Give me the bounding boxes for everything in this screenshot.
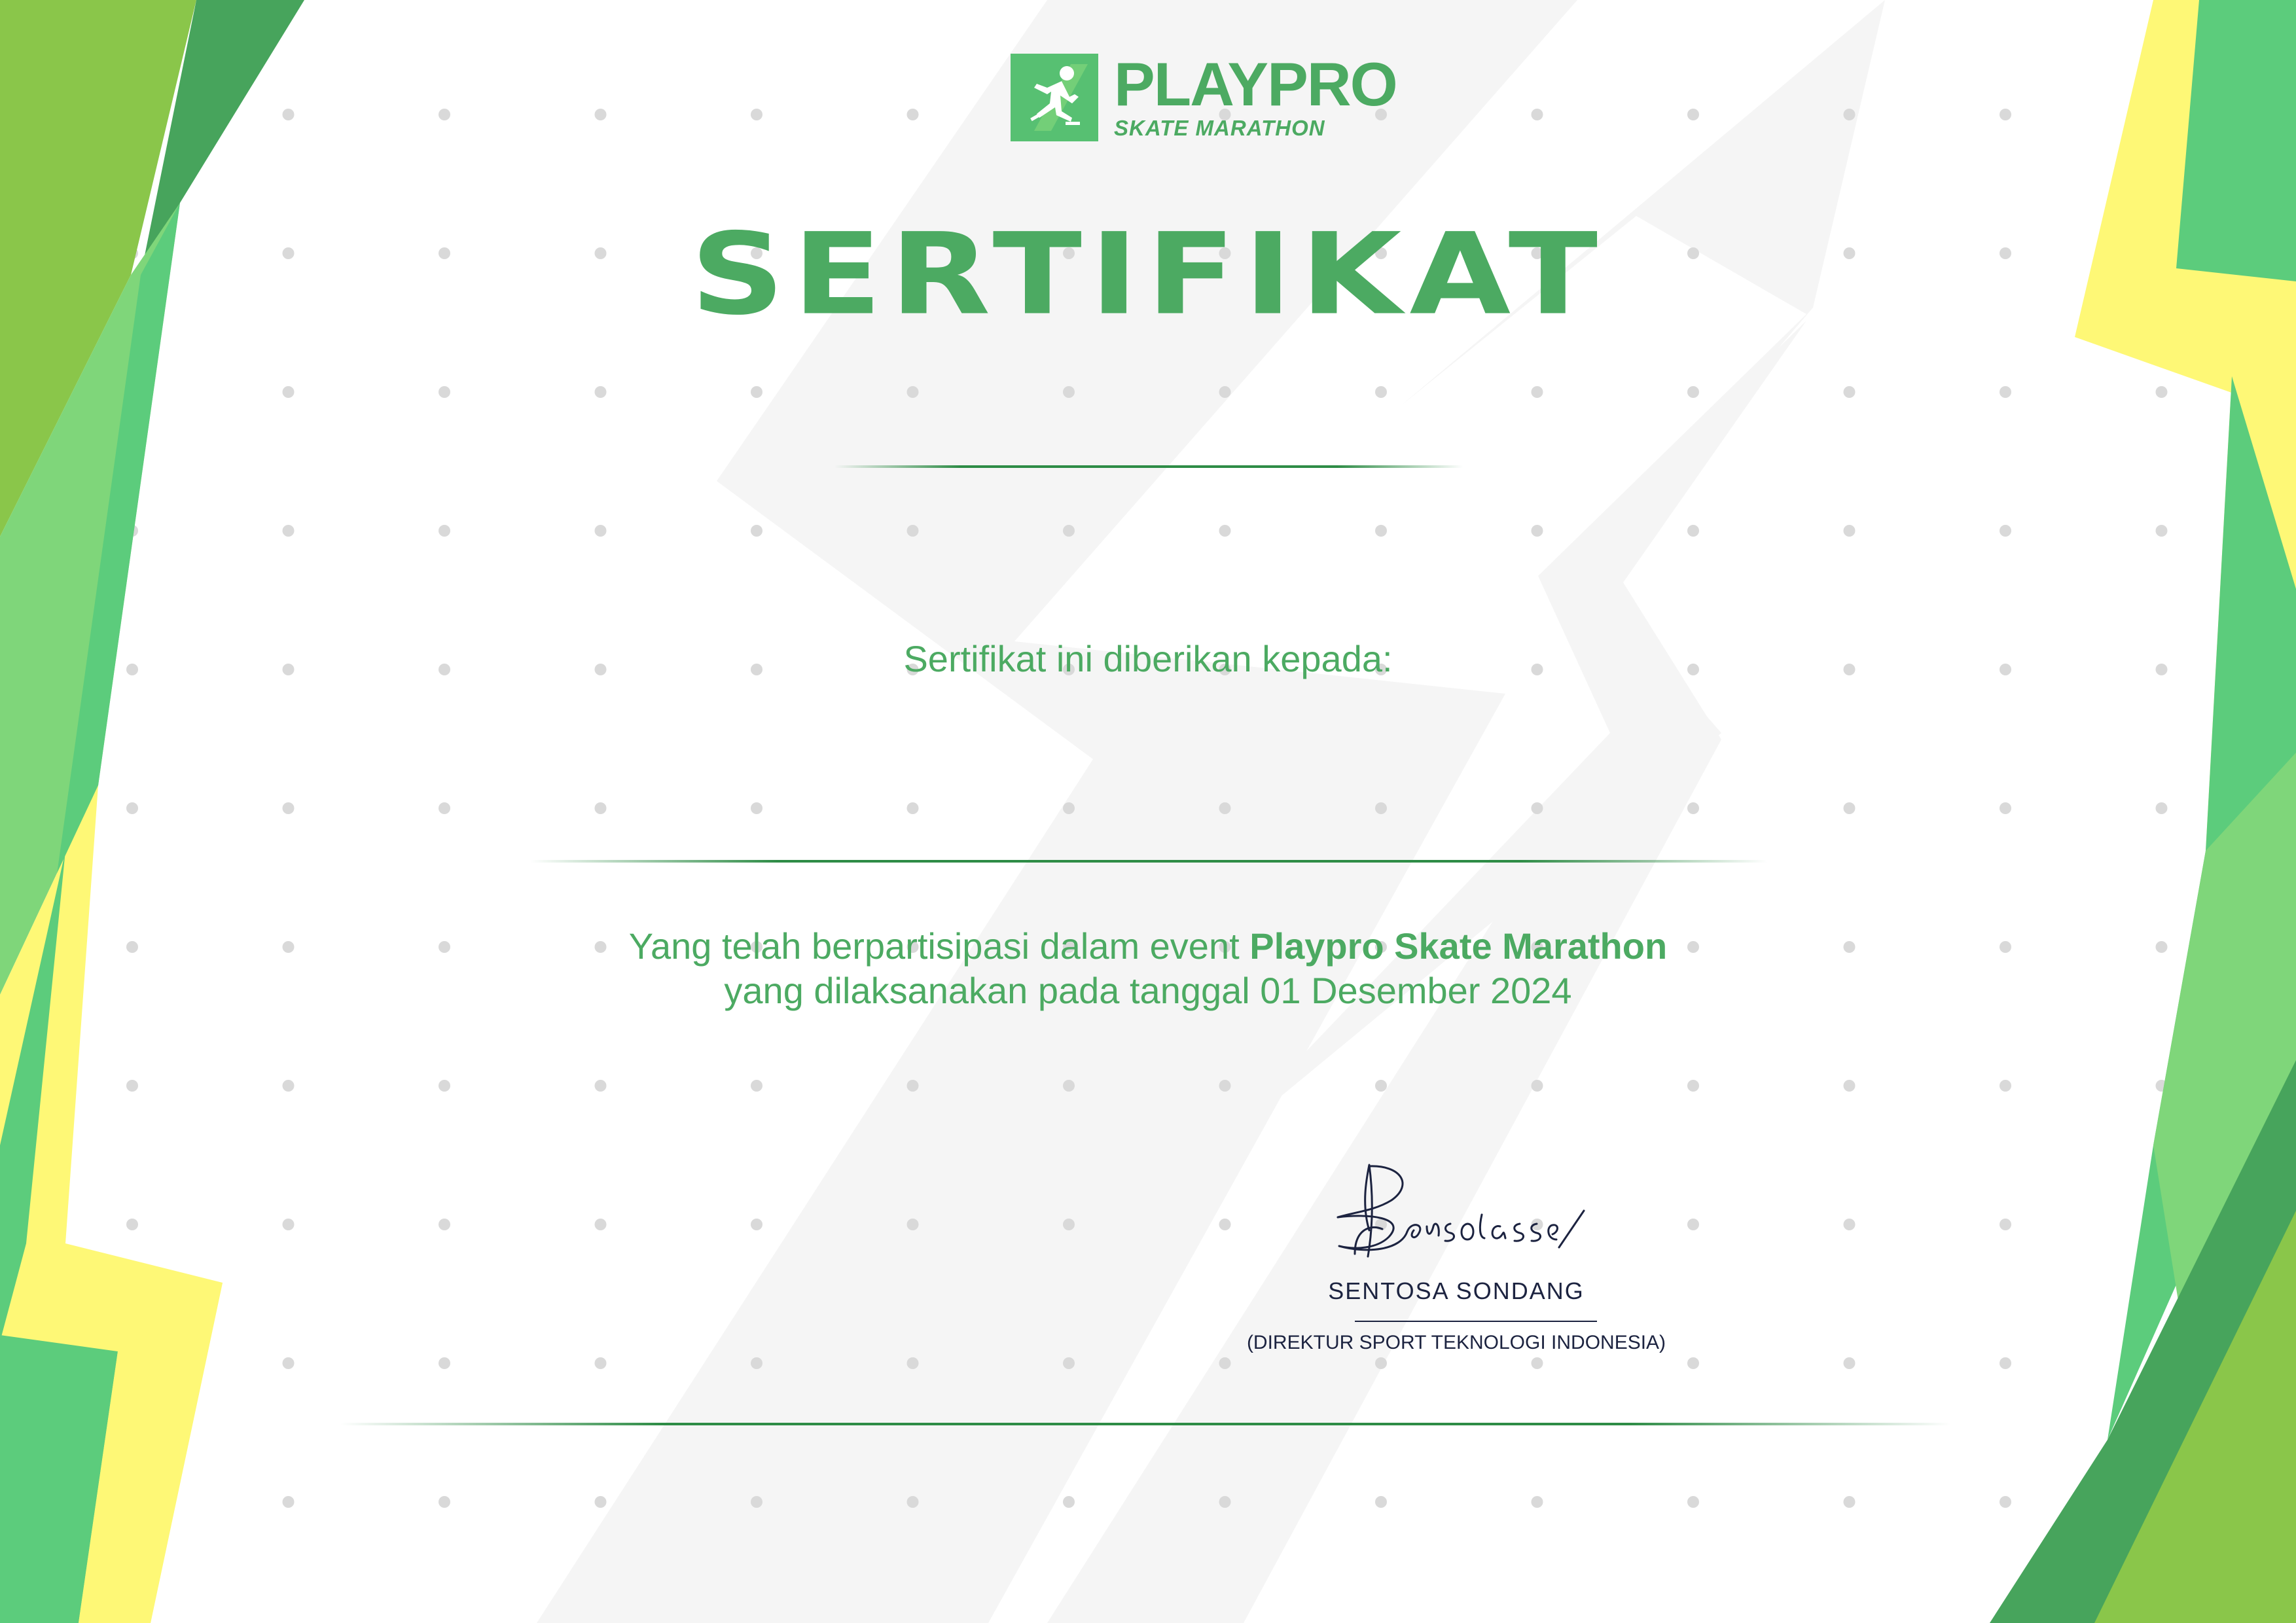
grid-dot: [1532, 109, 1543, 120]
signatory-name: SENTOSA SONDANG: [1328, 1277, 1585, 1304]
grid-dot: [1687, 1080, 1699, 1092]
signature-image: [1329, 1158, 1590, 1270]
certificate-title: SERTIFIKAT: [690, 209, 1606, 340]
event-name: Playpro Skate Marathon: [1249, 925, 1668, 967]
grid-dot: [1844, 1496, 1856, 1508]
grid-dot: [2156, 525, 2168, 537]
grid-dot: [595, 1357, 607, 1369]
grid-dot: [2000, 525, 2011, 537]
grid-dot: [1063, 1357, 1075, 1369]
grid-dot: [439, 1496, 450, 1508]
grid-dot: [595, 1496, 607, 1508]
grid-dot: [283, 109, 295, 120]
grid-dot: [126, 802, 138, 814]
grid-dot: [1375, 386, 1387, 398]
brand-name: PLAYPRO: [1114, 50, 1397, 118]
grid-dot: [283, 802, 295, 814]
event-date-line: yang dilaksanakan pada tanggal 01 Desember 2024: [724, 970, 1572, 1011]
title-divider: [834, 465, 1463, 468]
grid-dot: [1532, 1496, 1543, 1508]
grid-dot: [907, 1496, 919, 1508]
grid-dot: [1687, 525, 1699, 537]
grid-dot: [1532, 525, 1543, 537]
grid-dot: [907, 1357, 919, 1369]
bottom-divider: [340, 1423, 1950, 1425]
grid-dot: [1844, 386, 1856, 398]
grid-dot: [595, 525, 607, 537]
grid-dot: [1219, 1496, 1231, 1508]
grid-dot: [1687, 1219, 1699, 1230]
grid-dot: [283, 386, 295, 398]
grid-dot: [1219, 386, 1231, 398]
grid-dot: [1375, 802, 1387, 814]
grid-dot: [1063, 802, 1075, 814]
grid-dot: [1219, 1357, 1231, 1369]
grid-dot: [2000, 109, 2011, 120]
grid-dot: [1844, 1219, 1856, 1230]
grid-dot: [751, 386, 762, 398]
participation-prefix: Yang telah berpartisipasi dalam event: [628, 925, 1250, 967]
grid-dot: [1844, 109, 1856, 120]
grid-dot: [907, 109, 919, 120]
grid-dot: [439, 1357, 450, 1369]
grid-dot: [1687, 802, 1699, 814]
grid-dot: [1687, 1357, 1699, 1369]
grid-dot: [595, 802, 607, 814]
grid-dot: [2000, 386, 2011, 398]
grid-dot: [439, 1219, 450, 1230]
grid-dot: [1687, 1496, 1699, 1508]
grid-dot: [1063, 1080, 1075, 1092]
grid-dot: [283, 1357, 295, 1369]
grid-dot: [1063, 1219, 1075, 1230]
grid-dot: [751, 525, 762, 537]
grid-dot: [2156, 802, 2168, 814]
grid-dot: [1219, 802, 1231, 814]
grid-dot: [1219, 525, 1231, 537]
grid-dot: [751, 1496, 762, 1508]
grid-dot: [595, 386, 607, 398]
grid-dot: [439, 386, 450, 398]
grid-dot: [283, 1219, 295, 1230]
grid-dot: [2000, 1496, 2011, 1508]
grid-dot: [439, 802, 450, 814]
grid-dot: [126, 1080, 138, 1092]
grid-dot: [2000, 1357, 2011, 1369]
grid-dot: [751, 1219, 762, 1230]
grid-dot: [1063, 1496, 1075, 1508]
participation-line: [0, 924, 2296, 969]
grid-dot: [2156, 386, 2168, 398]
grid-dot: [1844, 1080, 1856, 1092]
grid-dot: [1844, 802, 1856, 814]
grid-dot: [1219, 1219, 1231, 1230]
grid-dot: [1063, 525, 1075, 537]
grid-dot: [1844, 1357, 1856, 1369]
grid-dot: [1375, 1496, 1387, 1508]
grid-dot: [907, 386, 919, 398]
grid-dot: [1687, 386, 1699, 398]
grid-dot: [1532, 1080, 1543, 1092]
signatory-role: (DIREKTUR SPORT TEKNOLOGI INDONESIA): [1246, 1332, 1666, 1353]
grid-dot: [439, 1080, 450, 1092]
grid-dot: [283, 1496, 295, 1508]
grid-dot: [907, 802, 919, 814]
grid-dot: [1375, 1357, 1387, 1369]
grid-dot: [907, 1219, 919, 1230]
grid-dot: [595, 1219, 607, 1230]
grid-dot: [751, 109, 762, 120]
grid-dot: [283, 1080, 295, 1092]
grid-dot: [2000, 1080, 2011, 1092]
grid-dot: [751, 1357, 762, 1369]
grid-dot: [1532, 1357, 1543, 1369]
grid-dot: [751, 1080, 762, 1092]
grid-dot: [595, 1080, 607, 1092]
brand-tagline: SKATE MARATHON: [1114, 116, 1325, 140]
grid-dot: [1687, 109, 1699, 120]
grid-dot: [1375, 525, 1387, 537]
brand-logo: [1011, 50, 1397, 141]
grid-dot: [751, 802, 762, 814]
grid-dot: [907, 1080, 919, 1092]
grid-dot: [126, 1219, 138, 1230]
recipient-name-line: [530, 860, 1767, 863]
skater-icon: [1011, 54, 1098, 141]
grid-dot: [1063, 386, 1075, 398]
participation-text: [0, 924, 2296, 1013]
grid-dot: [1844, 525, 1856, 537]
grid-dot: [2000, 802, 2011, 814]
grid-dot: [1532, 386, 1543, 398]
grid-dot: [283, 525, 295, 537]
grid-dot: [2000, 1219, 2011, 1230]
grid-dot: [1532, 802, 1543, 814]
given-to-text: Sertifikat ini diberikan kepada:: [903, 638, 1393, 679]
signature-line: [1355, 1321, 1597, 1322]
grid-dot: [907, 525, 919, 537]
grid-dot: [595, 109, 607, 120]
grid-dot: [1375, 1080, 1387, 1092]
grid-dot: [439, 525, 450, 537]
grid-dot: [1219, 1080, 1231, 1092]
grid-dot: [439, 109, 450, 120]
